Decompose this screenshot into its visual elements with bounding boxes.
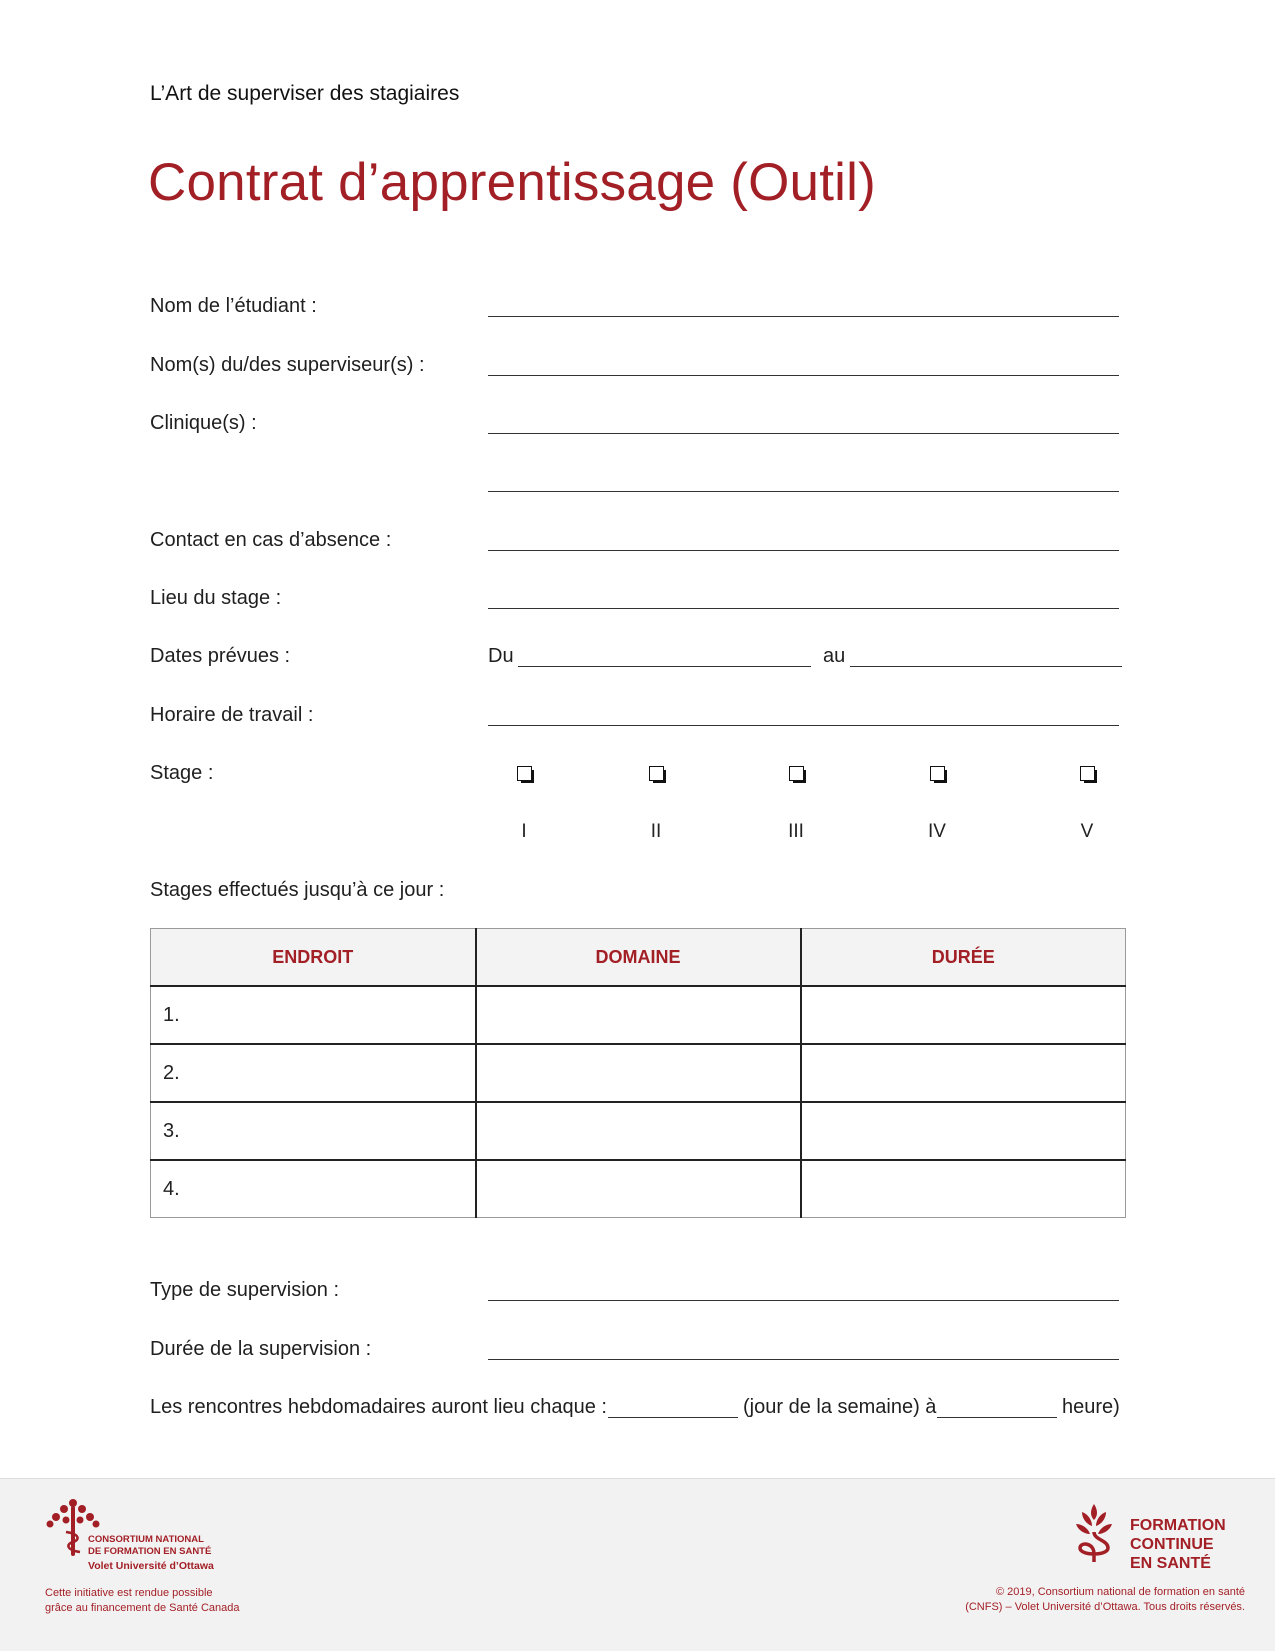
input-line-supervisors[interactable] — [488, 375, 1119, 376]
cell-duree[interactable] — [801, 1044, 1126, 1102]
copyright-line2: (CNFS) – Volet Université d’Ottawa. Tous droits réservés. — [965, 1601, 1245, 1613]
checkbox-stage-iv[interactable] — [930, 766, 945, 781]
table-row — [151, 1160, 1126, 1218]
cell-duree[interactable] — [801, 986, 1126, 1044]
label-meeting-hour-hint: heure) — [1062, 1396, 1120, 1418]
table-row — [151, 1102, 1126, 1160]
cell-domaine[interactable] — [476, 1102, 801, 1160]
cnfs-volet: Volet Université d’Ottawa — [88, 1560, 214, 1572]
cnfs-logo-name — [88, 1534, 211, 1558]
label-supervision-type: Type de supervision : — [150, 1279, 339, 1301]
fc-name-line2: CONTINUE — [1130, 1536, 1214, 1553]
input-line-date-to[interactable] — [850, 666, 1122, 667]
input-line-absence-contact[interactable] — [488, 550, 1119, 551]
formation-continue-logo-name — [1130, 1516, 1226, 1573]
input-line-internship-location[interactable] — [488, 608, 1119, 609]
cell-domaine[interactable] — [476, 986, 801, 1044]
input-line-meeting-day[interactable] — [608, 1417, 738, 1418]
funding-note — [45, 1586, 239, 1616]
label-meeting-day-hint: (jour de la semaine) à — [743, 1396, 937, 1418]
stage-option-ii: II — [650, 821, 662, 842]
checkbox-stage-ii[interactable] — [649, 766, 664, 781]
copyright-note — [965, 1585, 1245, 1615]
row-number[interactable]: 3. — [151, 1102, 476, 1160]
table-header-row — [151, 929, 1126, 987]
input-line-student-name[interactable] — [488, 316, 1119, 317]
input-line-work-schedule[interactable] — [488, 725, 1119, 726]
column-header-endroit: ENDROIT — [151, 929, 476, 987]
label-absence-contact: Contact en cas d’absence : — [150, 529, 392, 551]
copyright-line1: © 2019, Consortium national de formation en santé — [995, 1586, 1245, 1598]
input-line-supervision-duration[interactable] — [488, 1359, 1119, 1360]
label-dates-from: Du — [488, 645, 514, 667]
label-stages-done: Stages effectués jusqu’à ce jour : — [150, 879, 445, 901]
stage-option-iv: IV — [928, 821, 946, 842]
label-clinics: Clinique(s) : — [150, 412, 257, 434]
input-line-clinics-1[interactable] — [488, 433, 1119, 434]
cell-domaine[interactable] — [476, 1160, 801, 1218]
label-work-schedule: Horaire de travail : — [150, 704, 314, 726]
funding-note-line1: Cette initiative est rendue possible — [45, 1587, 213, 1599]
input-line-supervision-type[interactable] — [488, 1300, 1119, 1301]
stage-option-iii: III — [788, 821, 804, 842]
column-header-domaine: DOMAINE — [476, 929, 801, 987]
label-stage: Stage : — [150, 762, 214, 784]
input-line-date-from[interactable] — [518, 666, 811, 667]
label-dates-to: au — [823, 645, 846, 667]
checkbox-stage-v[interactable] — [1080, 766, 1095, 781]
cnfs-name-line1: CONSORTIUM NATIONAL — [88, 1534, 204, 1545]
column-header-duree: DURÉE — [801, 929, 1126, 987]
label-weekly-meetings: Les rencontres hebdomadaires auront lieu chaque : — [150, 1396, 607, 1418]
label-internship-location: Lieu du stage : — [150, 587, 282, 609]
stage-option-i: I — [521, 821, 527, 842]
table-row — [151, 986, 1126, 1044]
row-number[interactable]: 2. — [151, 1044, 476, 1102]
label-student-name: Nom de l’étudiant : — [150, 295, 317, 317]
label-supervision-duration: Durée de la supervision : — [150, 1338, 372, 1360]
stages-table — [150, 928, 1126, 1218]
row-number[interactable]: 1. — [151, 986, 476, 1044]
label-supervisors: Nom(s) du/des superviseur(s) : — [150, 354, 425, 376]
checkbox-stage-iii[interactable] — [789, 766, 804, 781]
funding-note-line2: grâce au financement de Santé Canada — [45, 1602, 240, 1614]
cell-duree[interactable] — [801, 1160, 1126, 1218]
input-line-clinics-2[interactable] — [488, 491, 1119, 492]
fc-name-line3: EN SANTÉ — [1130, 1555, 1211, 1572]
document-title: Contrat d’apprentissage (Outil) — [148, 153, 876, 212]
table-row — [151, 1044, 1126, 1102]
checkbox-stage-i[interactable] — [517, 766, 532, 781]
cnfs-name-line2: DE FORMATION EN SANTÉ — [88, 1546, 212, 1557]
label-planned-dates: Dates prévues : — [150, 645, 291, 667]
cell-duree[interactable] — [801, 1102, 1126, 1160]
formation-continue-logo-icon — [1072, 1502, 1116, 1564]
stage-option-v: V — [1080, 821, 1094, 842]
cell-domaine[interactable] — [476, 1044, 801, 1102]
row-number[interactable]: 4. — [151, 1160, 476, 1218]
fc-name-line1: FORMATION — [1130, 1517, 1226, 1534]
document-subtitle: L’Art de superviser des stagiaires — [150, 82, 460, 105]
input-line-meeting-hour[interactable] — [937, 1417, 1057, 1418]
